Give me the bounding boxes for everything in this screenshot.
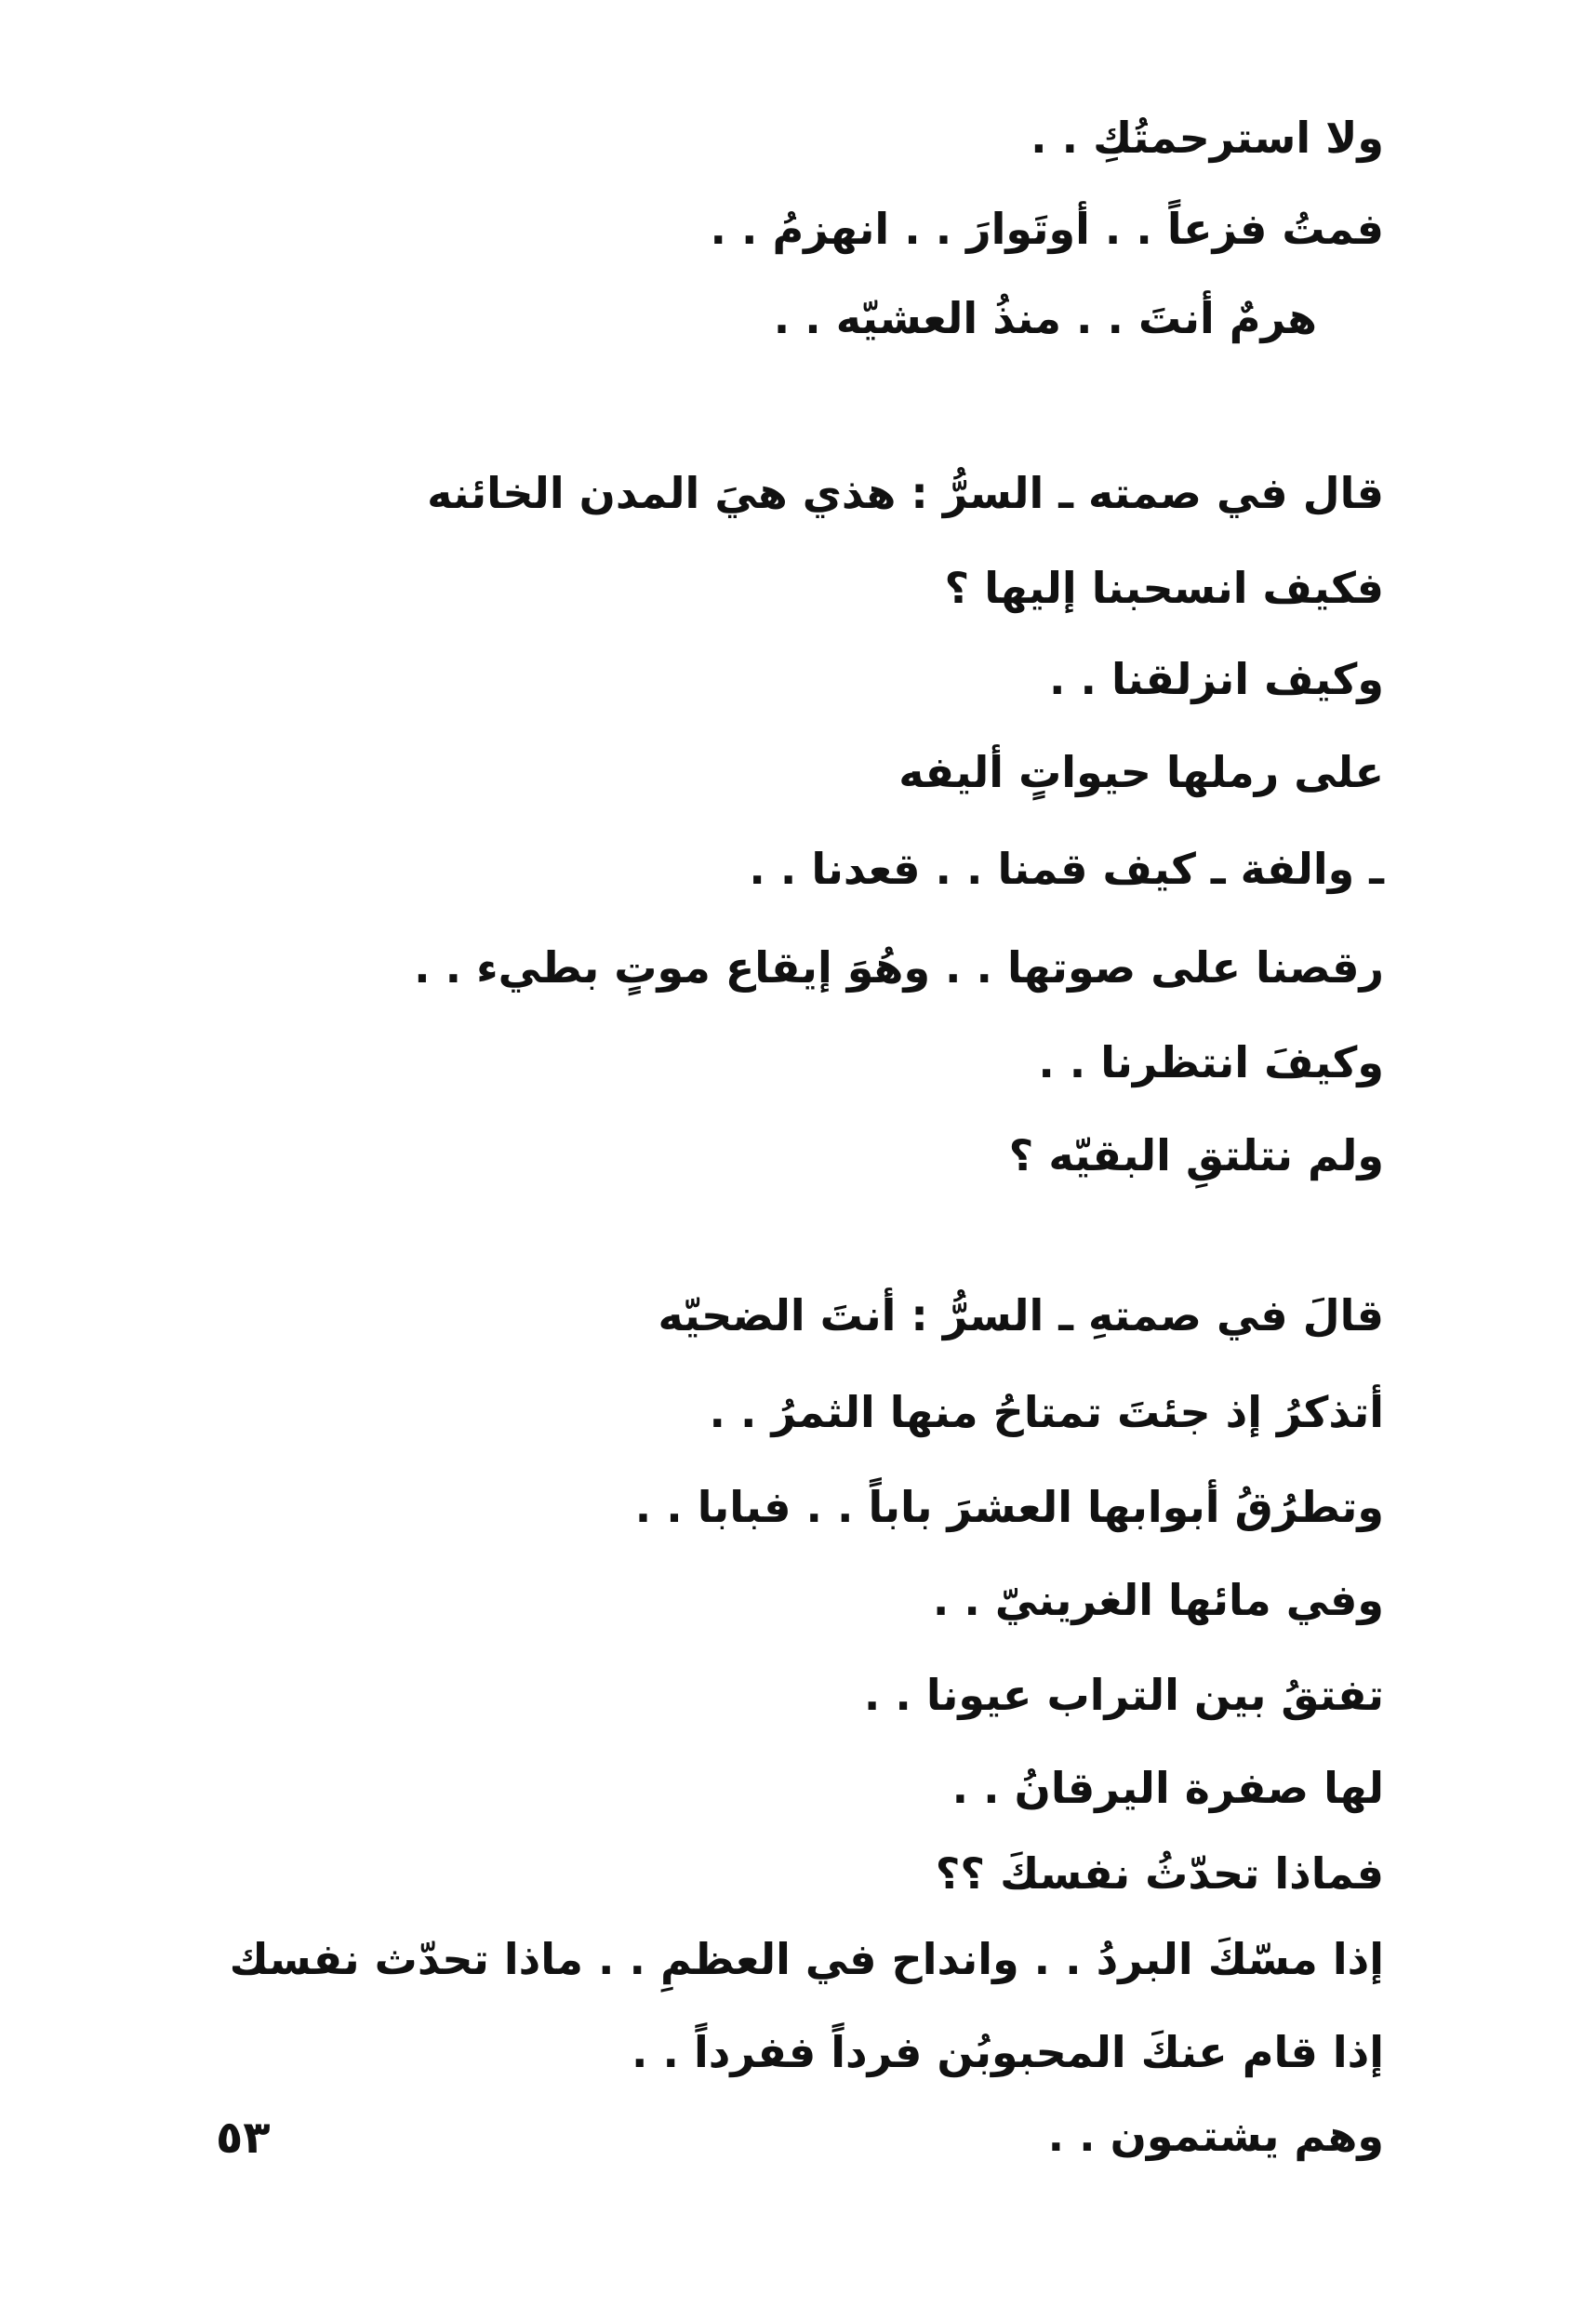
poem-line: وكيفَ انتظرنا . . [1038,1037,1384,1087]
page-number: ٥٣ [216,2112,271,2164]
poem-line: ولا استرحمتُكِ . . [1031,113,1384,163]
poem-line: هرمٌ أنتَ . . منذُ العشيّه . . [773,293,1317,343]
poem-line: وفي مائها الغرينيّ . . [932,1575,1384,1625]
poem-line: لها صفرة اليرقانُ . . [951,1763,1384,1813]
poem-line: تفتقُ بين التراب عيونا . . [863,1670,1384,1720]
poem-line: ولم نتلتقِ البقيّه ؟ [1008,1130,1384,1180]
poem-line: رقصنا على صوتها . . وهُوَ إيقاع موتٍ بطيء . . [414,942,1384,993]
poem-line: على رملها حيواتٍ أليفه [898,747,1384,797]
poem-line: فكيف انسحبنا إليها ؟ [944,563,1384,613]
poem-line: قالَ في صمتهِ ـ السرُّ : أنتَ الضحيّه [658,1290,1384,1340]
poem-line: قال في صمته ـ السرُّ : هذي هيَ المدن الخائنه [427,468,1384,518]
poem-line: وتطرُقُ أبوابها العشرَ باباً . . فبابا . . [634,1482,1384,1532]
poem-line: وكيف انزلقنا . . [1049,654,1384,704]
poem-line: وهم يشتمون . . [1047,2111,1384,2161]
poem-line: ـ والفة ـ كيف قمنا . . قعدنا . . [749,844,1384,894]
poem-line: فمتُ فزعاً . . أوتَوارَ . . انهزمُ . . [710,204,1384,254]
poem-line: أتذكرُ إذ جئتَ تمتاحُ منها الثمرُ . . [709,1387,1384,1437]
poem-line: إذا قام عنكَ المحبوبُن فرداً ففرداً . . [632,2027,1384,2077]
poem-line: إذا مسّكَ البردُ . . وانداح في العظمِ . . ماذا تحدّث نفسك [229,1934,1384,1984]
poem-line: فماذا تحدّثُ نفسكَ ؟؟ [935,1848,1384,1899]
